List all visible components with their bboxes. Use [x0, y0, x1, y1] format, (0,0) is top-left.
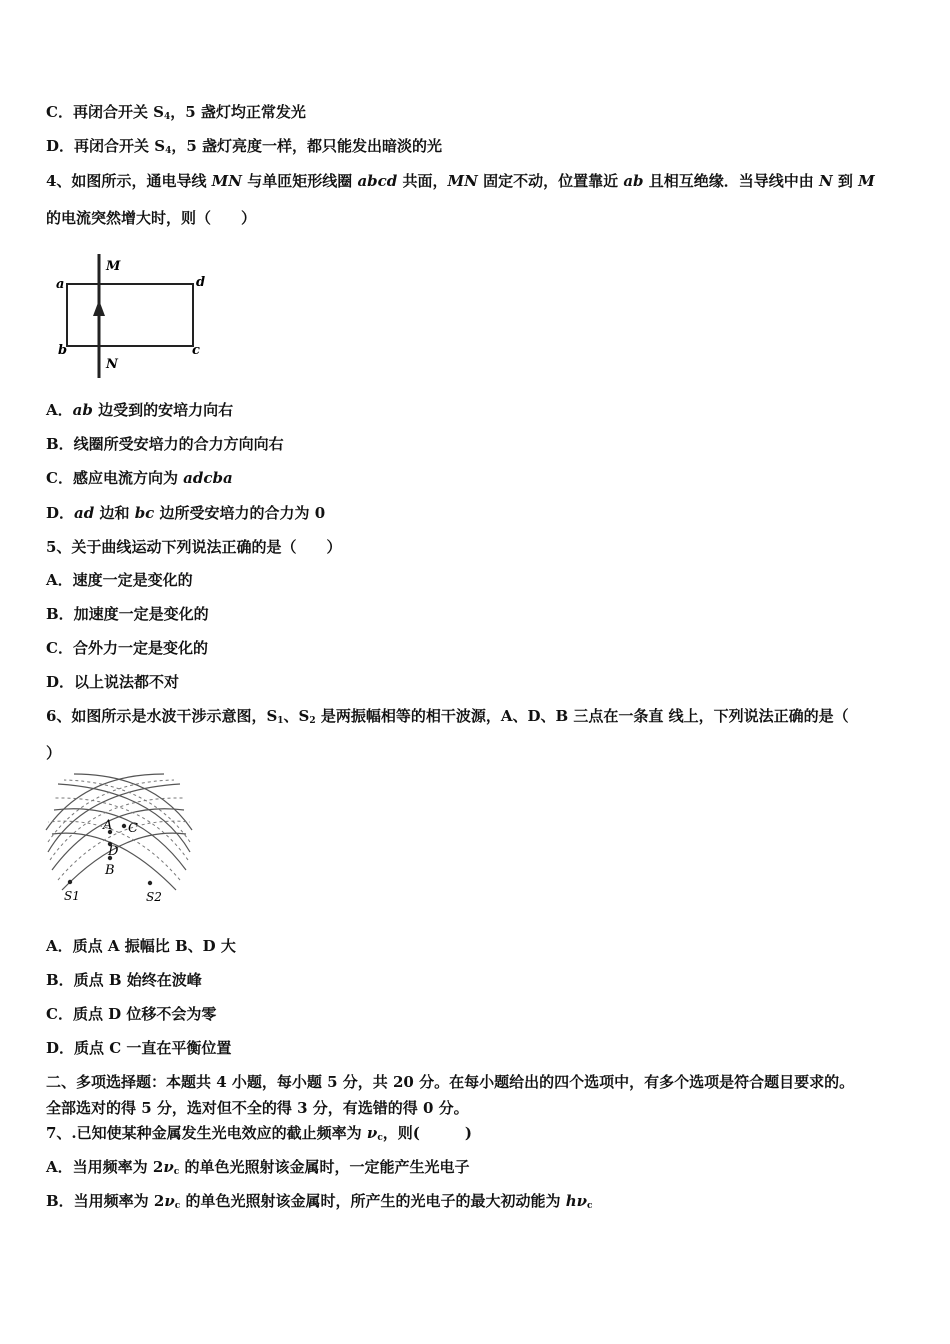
label-m: M: [106, 259, 121, 274]
q4-stem-line2: 的电流突然增大时，则（ ）: [46, 209, 257, 227]
q7-stem: 7、.已知使某种金属发生光电效应的截止频率为 $\nu_c$，则( ): [46, 1124, 472, 1143]
q4-figure-wire-loop: [46, 248, 226, 388]
label-d: D: [108, 844, 119, 859]
q4-option-d: D．ad 边和 bc 边所受安培力的合力为 0: [46, 504, 326, 522]
q5-option-b: B．加速度一定是变化的: [46, 605, 209, 623]
q5-option-c: C．合外力一定是变化的: [46, 639, 208, 657]
label-s1: S1: [64, 889, 80, 903]
label-d: d: [196, 275, 206, 290]
q6-option-b: B．质点 B 始终在波峰: [46, 971, 202, 989]
label-a: a: [56, 277, 65, 292]
q4-option-a: A．ab 边受到的安培力向右: [46, 401, 234, 419]
label-b: B: [105, 863, 115, 878]
q5-stem: 5、关于曲线运动下列说法正确的是（ ）: [46, 538, 342, 556]
section2-instructions-line2: 全部选对的得 5 分，选对但不全的得 3 分，有选错的得 0 分。: [46, 1099, 469, 1117]
q6-option-a: A．质点 A 振幅比 B、D 大: [46, 937, 236, 955]
q5-option-d: D．以上说法都不对: [46, 673, 180, 691]
section2-instructions-line1: 二、多项选择题：本题共 4 小题，每小题 5 分，共 20 分。在每小题给出的四个选项中，有多个选项是符合题目要求的。: [46, 1073, 855, 1091]
q6-figure-wave-interference: [44, 770, 194, 910]
q6-option-d: D．质点 C 一直在平衡位置: [46, 1039, 232, 1057]
q3-option-d: D．再闭合开关 $S_4$，5 盏灯亮度一样，都只能发出暗淡的光: [46, 137, 443, 156]
current-arrow: [93, 300, 105, 316]
label-c: c: [192, 343, 200, 358]
label-b: b: [58, 343, 68, 358]
q6-option-c: C．质点 D 位移不会为零: [46, 1005, 217, 1023]
q7-option-b: B．当用频率为 $2\nu_c$ 的单色光照射该金属时，所产生的光电子的最大初动能为 $h\nu_c$: [46, 1192, 593, 1211]
label-c: C: [128, 821, 138, 836]
q4-stem-line1: 4、如图所示，通电导线 MN 与单匝矩形线圈 abcd 共面，MN 固定不动，位置靠近 ab 且相互绝缘．当导线中由 N 到 M: [46, 172, 875, 190]
q3-option-c: C．再闭合开关 $S_4$，5 盏灯均正常发光: [46, 103, 306, 122]
q5-option-a: A．速度一定是变化的: [46, 571, 193, 589]
label-n: N: [106, 357, 118, 372]
label-s2: S2: [146, 890, 162, 904]
q7-option-a: A．当用频率为 $2\nu_c$ 的单色光照射该金属时，一定能产生光电子: [46, 1158, 470, 1177]
q4-option-b: B．线圈所受安培力的合力方向向右: [46, 435, 284, 453]
loop-rectangle: [67, 284, 193, 346]
label-a: A: [103, 818, 113, 833]
q6-stem-line1: 6、如图所示是水波干涉示意图，$S_1$、$S_2$ 是两振幅相等的相干波源，A、D、B 三点在一条直 线上，下列说法正确的是（: [46, 707, 849, 726]
q6-stem-line2: ）: [46, 744, 62, 762]
q4-option-c: C．感应电流方向为 adcba: [46, 469, 233, 487]
